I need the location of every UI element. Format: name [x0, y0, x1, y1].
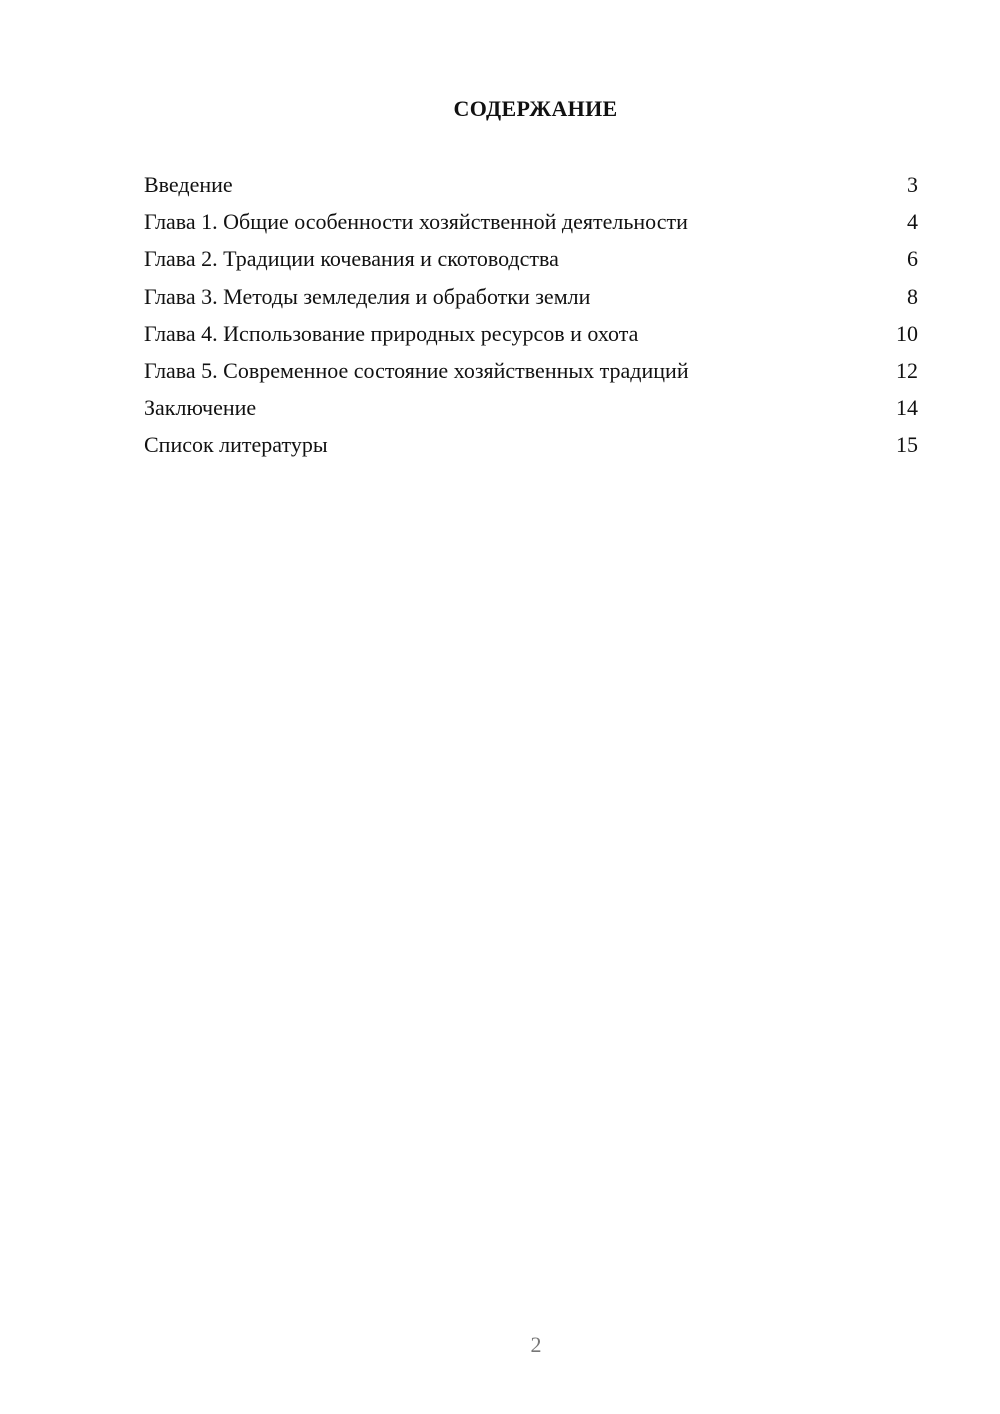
- toc-entry-chapter-5: [144, 355, 918, 392]
- toc-entry-page: 15: [896, 432, 918, 458]
- toc-entry-chapter-2: [144, 243, 918, 280]
- page-number: 2: [530, 1332, 542, 1357]
- toc-entry-page: 3: [907, 172, 918, 197]
- toc-entry-chapter-4: [144, 318, 918, 355]
- toc-entry-page: 6: [907, 246, 918, 272]
- toc-entry-label: Глава 2. Традиции кочевания и скотоводства: [144, 246, 559, 272]
- toc-entry-label: Заключение: [144, 395, 257, 421]
- toc-entry-introduction: [144, 169, 918, 206]
- toc-entry-page: 10: [896, 320, 918, 346]
- toc-entry-page: 8: [907, 283, 918, 309]
- toc-entry-chapter-3: [144, 281, 918, 318]
- toc-entry-page: 14: [896, 395, 918, 421]
- toc-entry-label: Глава 5. Современное состояние хозяйственных традиций: [144, 357, 689, 383]
- toc-entry-page: 4: [907, 209, 918, 235]
- toc-title-container: [144, 96, 927, 122]
- toc-entry-page: 12: [896, 357, 918, 383]
- table-of-contents: [144, 169, 918, 467]
- toc-entry-conclusion: [144, 392, 918, 429]
- toc-title: СОДЕРЖАНИЕ: [453, 96, 618, 121]
- toc-entry-label: Глава 3. Методы земледелия и обработки земли: [144, 283, 591, 309]
- toc-entry-label: Глава 4. Использование природных ресурсов и охота: [144, 320, 639, 346]
- toc-entry-chapter-1: [144, 206, 918, 243]
- toc-entry-label: Глава 1. Общие особенности хозяйственной деятельности: [144, 209, 688, 235]
- toc-entry-label: Введение: [144, 172, 233, 197]
- toc-entry-references: [144, 429, 918, 466]
- toc-entry-label: Список литературы: [144, 432, 328, 458]
